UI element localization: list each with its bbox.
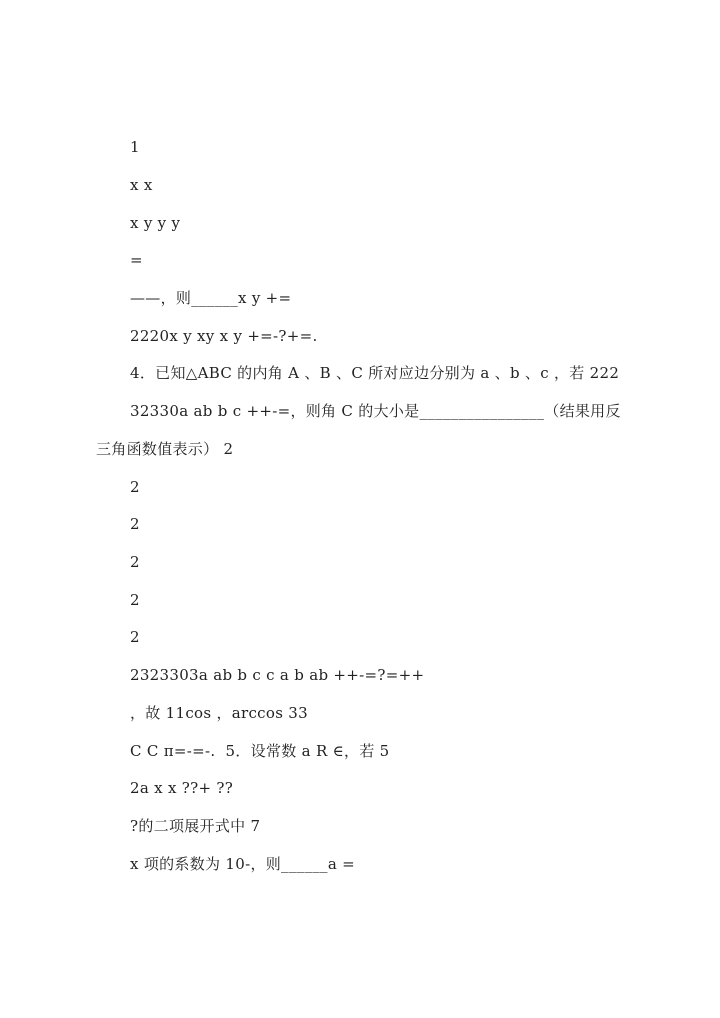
problem-5-line-3: ?的二项展开式中 7 [130,817,261,835]
text-line: 2 [130,628,140,646]
solution-line-1: 2323303a ab b c c a b ab ++-=?=++ [130,666,425,684]
problem-4-line-1: 4．已知△ABC 的内角 A 、B 、C 所对应边分别为 a 、b 、c ，若 222 [130,364,620,382]
text-line: 1 [130,138,140,156]
problem-5-line-2: 2a x x ??+ ?? [130,779,234,797]
problem-5-line-4: x 项的系数为 10-，则______a = [130,855,356,873]
text-line: 2 [130,553,140,571]
text-line: x y y y [130,214,181,232]
problem-5-line-1: C C π=-=-. 5．设常数 a R ∈，若 5 [130,742,390,760]
text-line: 2 [130,515,140,533]
text-line: x x [130,176,153,194]
solution-line-2: ，故 11cos ，arccos 33 [130,704,308,722]
text-line: ——，则______x y += [130,289,292,307]
problem-4-line-2: 32330a ab b c ++-=，则角 C 的大小是________________（结果用反 [130,402,621,420]
text-line: 2 [130,591,140,609]
problem-4-line-3: 三角函数值表示） 2 [96,440,234,458]
text-line: 2 [130,478,140,496]
text-line: 2220x y xy x y +=-?+=. [130,327,318,345]
text-line: = [130,251,143,269]
